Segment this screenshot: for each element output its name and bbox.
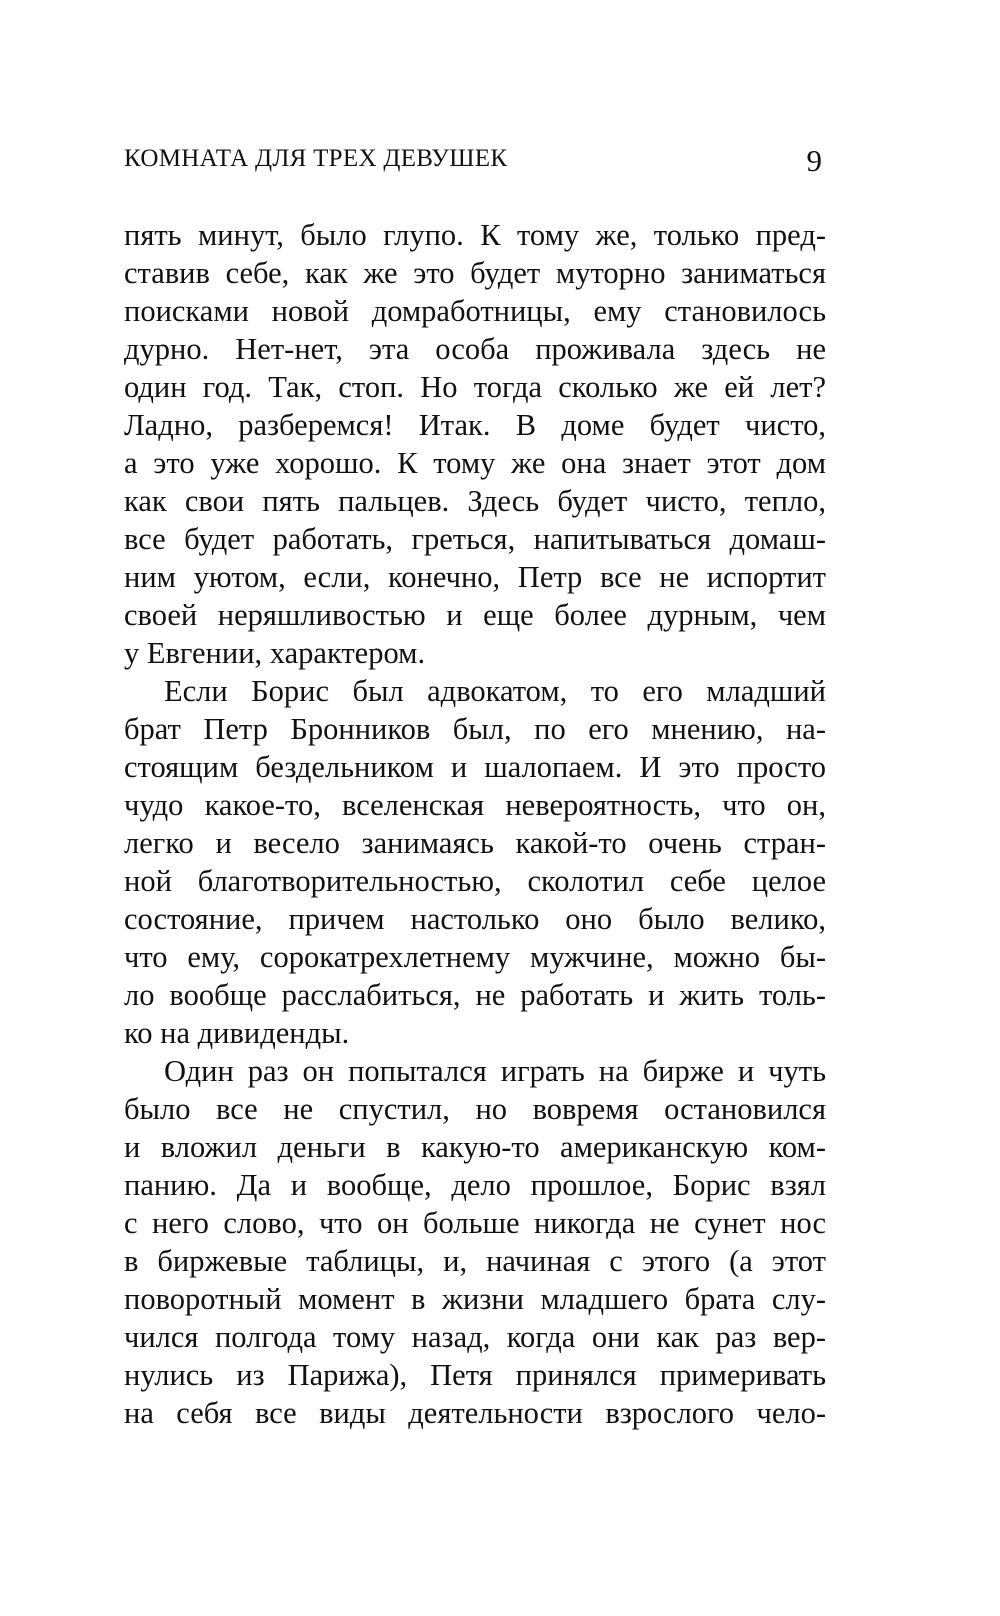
text-line: на себя все виды деятельности взрослого чело- (124, 1396, 826, 1430)
text-line: все будет работать, греться, напитываться домаш- (124, 522, 826, 556)
text-line: один год. Так, стоп. Но тогда сколько же ей лет? (124, 370, 826, 404)
text-line: ной благотворительностью, сколотил себе целое (124, 864, 826, 898)
text-line: чудо какое-то, вселенская невероятность, что он, (124, 788, 826, 822)
text-line: и вложил деньги в какую-то американскую ком- (124, 1130, 826, 1164)
text-line: ним уютом, если, конечно, Петр все не испортит (124, 560, 826, 594)
text-line: нулись из Парижа), Петя принялся примеривать (124, 1358, 826, 1392)
text-line: в биржевые таблицы, и, начиная с этого (а этот (124, 1244, 826, 1278)
text-line: брат Петр Бронников был, по его мнению, на- (124, 712, 826, 746)
text-line: поворотный момент в жизни младшего брата слу- (124, 1282, 826, 1316)
text-line: стоящим бездельником и шалопаем. И это просто (124, 750, 826, 784)
text-line: Ладно, разберемся! Итак. В доме будет чисто, (124, 408, 826, 442)
text-line: пять минут, было глупо. К тому же, только пред- (124, 218, 826, 252)
body-text (124, 216, 826, 1432)
text-line: а это уже хорошо. К тому же она знает этот дом (124, 446, 826, 480)
text-line: Один раз он попытался играть на бирже и чуть (164, 1054, 826, 1088)
text-line: ло вообще расслабиться, не работать и жить толь- (124, 978, 826, 1012)
text-line: дурно. Нет-нет, эта особа проживала здесь не (124, 332, 826, 366)
page-number: 9 (806, 143, 822, 178)
text-line: ко на дивиденды. (124, 1016, 350, 1050)
text-line: легко и весело занимаясь какой-то очень стран- (124, 826, 826, 860)
text-line: поисками новой домработницы, ему становилось (124, 294, 826, 328)
text-line: Если Борис был адвокатом, то его младший (164, 674, 826, 708)
running-title: КОМНАТА ДЛЯ ТРЕХ ДЕВУШЕК (124, 145, 508, 172)
text-line: с него слово, что он больше никогда не сунет нос (124, 1206, 826, 1240)
text-line: панию. Да и вообще, дело прошлое, Борис взял (124, 1168, 826, 1202)
text-line: ставив себе, как же это будет муторно заниматься (124, 256, 826, 290)
text-line: было все не спустил, но вовремя остановился (124, 1092, 826, 1126)
text-line: чился полгода тому назад, когда они как раз вер- (124, 1320, 826, 1354)
text-line: у Евгении, характером. (124, 636, 426, 670)
text-line: что ему, сорокатрехлетнему мужчине, можно бы- (124, 940, 826, 974)
text-line: своей неряшливостью и еще более дурным, чем (124, 598, 826, 632)
text-line: как свои пять пальцев. Здесь будет чисто, тепло, (124, 484, 826, 518)
text-line: состояние, причем настолько оно было велико, (124, 902, 826, 936)
